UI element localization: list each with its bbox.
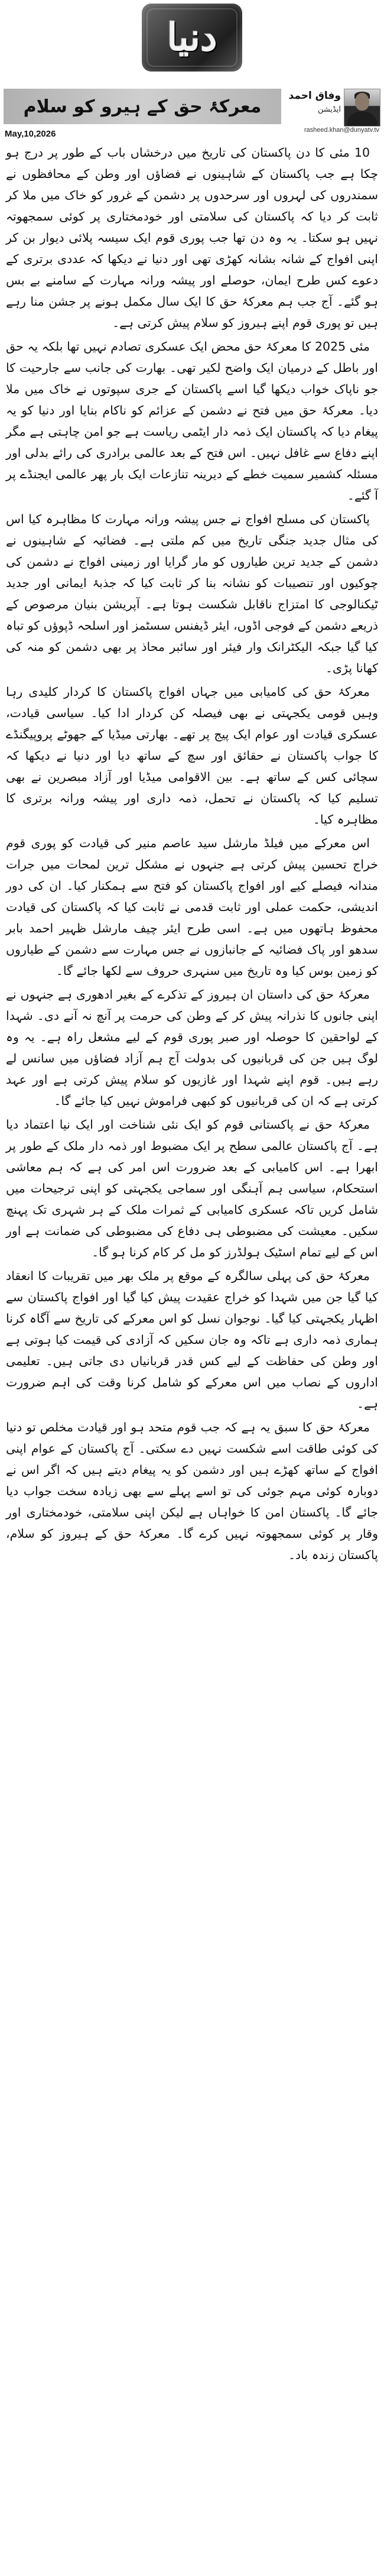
- article-paragraph: اس معرکے میں فیلڈ مارشل سید عاصم منیر کی قیادت کو پوری قوم خراج تحسین پیش کرتی ہے جنہوں نے مشکل ترین لمحات میں جرات مندانہ فیصلے کیے اور افواج پاکستان کو فتح سے ہمکنار کیا۔ ان کی دور اندیشی، حکمت عملی اور ثابت قدمی نے ثابت کیا کہ پاکستان کی قیادت محفوظ ہاتھوں میں ہے۔ اسی طرح ایئر چیف مارشل ظہیر احمد بابر سدھو اور پاک فضائیہ کے جانبازوں نے جس مہارت سے دشمن کے طیاروں کو زمین بوس کیا وہ تاریخ میں سنہری حروف سے لکھا جائے گا۔: [6, 836, 378, 978]
- publish-date: May,10,2026: [5, 129, 56, 139]
- masthead: [0, 0, 384, 139]
- article-paragraph: معرکۂ حق کی پہلی سالگرہ کے موقع پر ملک بھر میں تقریبات کا انعقاد کیا گیا جن میں شہدا کو خراج عقیدت پیش کیا گیا اور افواج پاکستان سے اظہار یکجہتی کیا گیا۔ نوجوان نسل کو اس معرکے کی تاریخ سے آگاہ کرنا ہماری ذمہ داری ہے تاکہ وہ جان سکیں کہ آزادی کی قیمت کیا ہوتی ہے اور وطن کی حفاظت کے لیے کس قدر قربانیاں دی جاتی ہیں۔ تعلیمی اداروں کے نصاب میں اس معرکے کو شامل کرنا وقت کی اہم ضرورت ہے۔: [6, 1269, 378, 1411]
- author-role: ایڈیشن: [317, 105, 341, 114]
- author-name: وفاق احمد: [288, 90, 341, 102]
- article-paragraph: معرکۂ حق نے پاکستانی قوم کو ایک نئی شناخت اور ایک نیا اعتماد دیا ہے۔ آج پاکستان عالمی سطح پر ایک مضبوط اور ذمہ دار ملک کے طور پر ابھرا ہے۔ اس کامیابی کے بعد ضرورت اس امر کی ہے کہ ہم معاشی استحکام، سیاسی ہم آہنگی اور سماجی یکجہتی کو اپنی ترجیحات میں شامل کریں تاکہ عسکری کامیابی کے ثمرات ملک کے ہر شہری تک پہنچ سکیں۔ معیشت کی مضبوطی ہی دفاع کی مضبوطی کی ضمانت ہے اور اس کے لیے تمام اسٹیک ہولڈرز کو مل کر کام کرنا ہو گا۔: [6, 1117, 378, 1259]
- author-photo: [344, 89, 380, 127]
- article-paragraph: مئی 2025 کا معرکۂ حق محض ایک عسکری تصادم نہیں تھا بلکہ یہ حق اور باطل کے درمیان ایک واضح لکیر تھی۔ بھارت کی جانب سے جارحیت کا جو ناپاک خواب دیکھا گیا اسے پاکستان کے جری سپوتوں نے خاک میں ملا دیا۔ معرکۂ حق میں فتح نے دشمن کے عزائم کو ناکام بنایا اور دنیا کو یہ پیغام دیا کہ پاکستان ایک ذمہ دار ایٹمی ریاست ہے جو امن چاہتی ہے مگر اپنے دفاع سے غافل نہیں۔ اس فتح کے بعد عالمی برادری کی رائے بدلی اور مسئلہ کشمیر سمیت خطے کے دیرینہ تنازعات ایک بار پھر عالمی ایجنڈے پر آ گئے۔: [6, 339, 378, 503]
- headline-band: [4, 89, 281, 124]
- article-paragraph: پاکستان کی مسلح افواج نے جس پیشہ ورانہ مہارت کا مظاہرہ کیا اس کی مثال جدید جنگی تاریخ میں کم ملتی ہے۔ فضائیہ کے شاہینوں نے دشمن کے جدید ترین طیاروں کو مار گرایا اور زمینی افواج نے دشمن کی چوکیوں اور تنصیبات کو نشانہ بنا کر ثابت کیا کہ جذبۂ ایمانی اور جدید ٹیکنالوجی کا امتزاج ناقابل شکست ہوتا ہے۔ آپریشن بنیان مرصوص کے ذریعے دشمن کے فوجی اڈوں، ایئر ڈیفنس سسٹمز اور اسلحہ ڈپوؤں کو تباہ کیا گیا جبکہ الیکٹرانک وار فیئر اور سائبر محاذ پر بھی دشمن کو منہ کی کھانا پڑی۔: [6, 512, 378, 675]
- author-byline: [285, 89, 379, 137]
- newspaper-logo: [142, 4, 242, 72]
- logo-text: دنیا: [167, 15, 217, 60]
- author-email: rasheed.khan@dunyatv.tv: [304, 127, 379, 134]
- article-paragraph: معرکۂ حق کا سبق یہ ہے کہ جب قوم متحد ہو اور قیادت مخلص تو دنیا کی کوئی طاقت اسے شکست نہیں دے سکتی۔ آج پاکستان کے عوام اپنی افواج کے ساتھ کھڑے ہیں اور دشمن کو یہ پیغام دیتے ہیں کہ اگر اس نے دوبارہ کوئی مہم جوئی کی تو اسے پہلے سے بھی زیادہ سخت جواب دیا جائے گا۔ پاکستان امن کا خواہاں ہے لیکن اپنی سلامتی، خودمختاری اور وقار پر کوئی سمجھوتہ نہیں کرے گا۔ معرکۂ حق کے ہیروز کو سلام، پاکستان زندہ باد۔: [6, 1420, 378, 1562]
- article-paragraph: معرکۂ حق کی کامیابی میں جہاں افواج پاکستان کا کردار کلیدی رہا وہیں قومی یکجہتی نے بھی فیصلہ کن کردار ادا کیا۔ سیاسی قیادت، عسکری قیادت اور عوام ایک پیج پر تھے۔ بھارتی میڈیا کے جھوٹے پروپیگنڈے کا جواب پاکستان نے حقائق اور سچ کے ساتھ دیا اور دنیا نے دیکھا کہ سچائی کس کے ساتھ ہے۔ بین الاقوامی میڈیا اور آزاد مبصرین نے بھی تسلیم کیا کہ پاکستان نے تحمل، ذمہ داری اور پیشہ ورانہ برتری کا مظاہرہ کیا۔: [6, 685, 378, 827]
- headline: معرکۂ حق کے ہیرو کو سلام: [23, 96, 262, 117]
- article-body: [0, 142, 384, 2572]
- article-paragraph: معرکۂ حق کی داستان ان ہیروز کے تذکرے کے بغیر ادھوری ہے جنہوں نے اپنی جانوں کا نذرانہ پیش کر کے وطن کی حرمت پر آنچ نہ آنے دی۔ شہدا کے لواحقین کا حوصلہ اور صبر پوری قوم کے لیے مشعل راہ ہے۔ یہ وہ لوگ ہیں جن کی قربانیوں کی بدولت آج ہم آزاد فضاؤں میں سانس لے رہے ہیں۔ قوم اپنے شہدا اور غازیوں کو سلام پیش کرتی ہے اور عہد کرتی ہے کہ ان کی قربانیوں کو کبھی فراموش نہیں کیا جائے گا۔: [6, 987, 378, 1108]
- article-paragraph: 10 مئی کا دن پاکستان کی تاریخ میں درخشاں باب کے طور پر درج ہو چکا ہے جب پاکستان کے شاہینوں نے فضاؤں اور وطن کے محافظوں نے سمندروں کی لہروں اور سرحدوں پر دشمن کے غرور کو خاک میں ملا کر ثابت کر دیا کہ پاکستان کی سلامتی اور خودمختاری پر کوئی سمجھوتہ نہیں ہو سکتا۔ یہ وہ دن تھا جب پوری قوم ایک سیسہ پلائی دیوار بن کر اپنی افواج کے شانہ بشانہ کھڑی تھی اور دنیا نے دیکھا کہ عددی برتری کے دعوے کس طرح ایمان، حوصلے اور پیشہ ورانہ مہارت کے سامنے بے بس ہو گئے۔ آج جب ہم معرکۂ حق کا ایک سال مکمل ہونے پر جشن منا رہے ہیں تو پوری قوم اپنے ہیروز کو سلام پیش کرتی ہے۔: [6, 145, 378, 330]
